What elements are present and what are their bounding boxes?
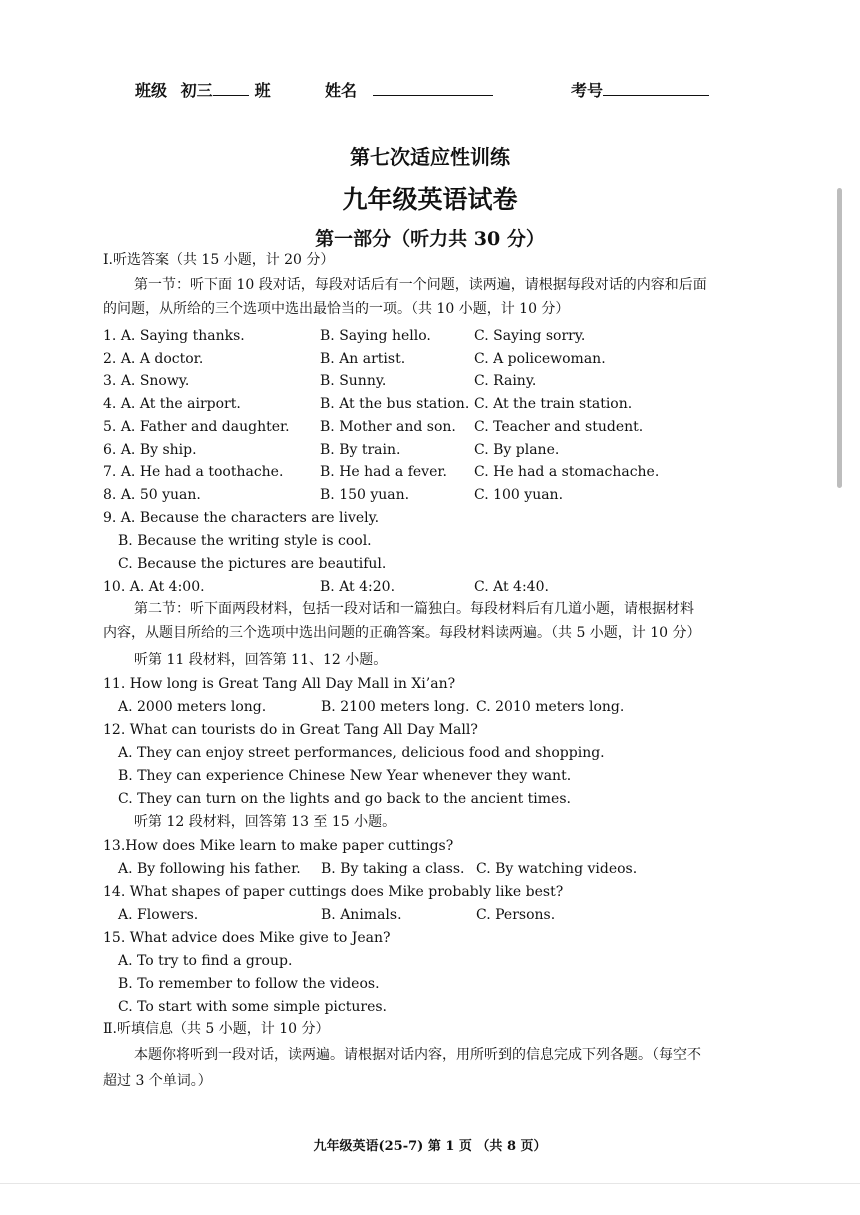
option-a	[103, 463, 283, 481]
question-number: 4.	[103, 396, 117, 412]
option-a-text: A. Snowy.	[120, 373, 190, 389]
q15-option-b: B. To remember to follow the videos.	[118, 976, 380, 992]
question-number: 8.	[103, 487, 117, 503]
option-a	[103, 486, 201, 504]
option-a	[103, 395, 241, 413]
option-b: B. At the bus station.	[320, 396, 470, 412]
option-c: C. Teacher and student.	[474, 419, 644, 435]
section-1-part2-line1: 第二节：听下面两段材料，包括一段对话和一篇独白。每段材料后有几道小题，请根据材料	[134, 601, 694, 617]
option-a-text: A. At the airport.	[120, 396, 241, 412]
option-a	[103, 418, 290, 436]
question-number: 5.	[103, 419, 117, 435]
q9-option-c: C. Because the pictures are beautiful.	[118, 556, 387, 572]
option-b: B. By train.	[320, 442, 401, 458]
question-number: 1.	[103, 328, 117, 344]
section-2-instructions-line1: 本题你将听到一段对话，读两遍。请根据对话内容，用所听到的信息完成下列各题。（每空不	[134, 1047, 701, 1063]
option-b: B. Saying hello.	[320, 328, 431, 344]
option-a-text: A. Father and daughter.	[120, 419, 290, 435]
q14-option-a: A. Flowers.	[118, 907, 199, 923]
option-b: B. Mother and son.	[320, 419, 456, 435]
question-number: 3.	[103, 373, 117, 389]
q15-option-a: A. To try to find a group.	[118, 953, 293, 969]
option-a	[103, 441, 197, 459]
class-suffix: 班	[254, 81, 271, 100]
option-a-text: A. 50 yuan.	[120, 487, 201, 503]
q10-option-a: 10. A. At 4:00.	[103, 579, 205, 595]
q12-option-b: B. They can experience Chinese New Year whenever they want.	[118, 768, 572, 784]
name-label: 姓名	[325, 81, 358, 100]
class-label: 班级	[135, 81, 168, 100]
class-blank	[213, 95, 249, 96]
class-field	[135, 78, 271, 101]
section-2-title: Ⅱ.听填信息（共 5 小题，计 10 分）	[103, 1021, 330, 1037]
q13-stem: 13.How does Mike learn to make paper cuttings?	[103, 838, 454, 854]
option-b: B. Sunny.	[320, 373, 387, 389]
exam-no-field	[571, 78, 709, 101]
q10-option-b: B. At 4:20.	[320, 579, 396, 595]
question-number: 7.	[103, 464, 117, 480]
option-c: C. A policewoman.	[474, 351, 606, 367]
section-1-instructions-line2: 的问题，从所给的三个选项中选出最恰当的一项。（共 10 小题，计 10 分）	[103, 301, 570, 317]
section-1-instructions-line1: 第一节：听下面 10 段对话，每段对话后有一个问题，读两遍，请根据每段对话的内容和后面	[134, 277, 707, 293]
q14-option-c: C. Persons.	[476, 907, 556, 923]
option-a-text: A. He had a toothache.	[120, 464, 284, 480]
q11-option-a: A. 2000 meters long.	[118, 699, 267, 715]
q9-option-a: 9. A. Because the characters are lively.	[103, 510, 380, 526]
q14-stem: 14. What shapes of paper cuttings does Mike probably like best?	[103, 884, 564, 900]
q9-option-b: B. Because the writing style is cool.	[118, 533, 372, 549]
option-a	[103, 372, 189, 390]
option-a-text: A. By ship.	[120, 442, 197, 458]
exam-no-label: 考号	[571, 81, 604, 100]
section-2-instructions-line2: 超过 3 个单词。）	[103, 1073, 212, 1089]
option-c: C. He had a stomachache.	[474, 464, 660, 480]
q12-option-c: C. They can turn on the lights and go back to the ancient times.	[118, 791, 571, 807]
q14-option-b: B. Animals.	[321, 907, 402, 923]
subtitle: 第七次适应性训练	[350, 145, 510, 169]
q15-option-c: C. To start with some simple pictures.	[118, 999, 387, 1015]
q13-option-b: B. By taking a class.	[321, 861, 465, 877]
q12-option-a: A. They can enjoy street performances, delicious food and shopping.	[118, 745, 605, 761]
option-b: B. He had a fever.	[320, 464, 447, 480]
q13-option-c: C. By watching videos.	[476, 861, 638, 877]
page-footer: 九年级英语(25-7) 第 1 页 （共 8 页）	[313, 1139, 547, 1154]
option-b: B. An artist.	[320, 351, 406, 367]
option-a	[103, 350, 203, 368]
section-1-title: Ⅰ.听选答案（共 15 小题，计 20 分）	[103, 252, 335, 268]
listen-instruction-12: 听第 12 段材料，回答第 13 至 15 小题。	[134, 814, 397, 830]
option-c: C. At the train station.	[474, 396, 633, 412]
listen-instruction-11: 听第 11 段材料，回答第 11、12 小题。	[134, 652, 388, 668]
question-number: 2.	[103, 351, 117, 367]
name-blank	[373, 95, 493, 96]
option-c: C. Saying sorry.	[474, 328, 586, 344]
q12-stem: 12. What can tourists do in Great Tang All Day Mall?	[103, 722, 478, 738]
option-a	[103, 327, 245, 345]
option-b: B. 150 yuan.	[320, 487, 410, 503]
q10-option-c: C. At 4:40.	[474, 579, 549, 595]
exam-no-blank	[603, 95, 709, 96]
section-1-part2-line2: 内容，从题目所给的三个选项中选出问题的正确答案。每段材料读两遍。（共 5 小题，计 10 分）	[103, 625, 701, 641]
q13-option-a: A. By following his father.	[118, 861, 301, 877]
divider	[0, 1183, 860, 1184]
q11-option-b: B. 2100 meters long.	[321, 699, 470, 715]
q11-stem: 11. How long is Great Tang All Day Mall in Xi’an?	[103, 676, 456, 692]
q11-option-c: C. 2010 meters long.	[476, 699, 625, 715]
option-a-text: A. A doctor.	[120, 351, 204, 367]
class-value: 初三	[180, 81, 213, 100]
scrollbar[interactable]	[837, 188, 842, 488]
question-number: 6.	[103, 442, 117, 458]
option-c: C. Rainy.	[474, 373, 537, 389]
part-title: 第一部分（听力共 30 分）	[315, 228, 545, 250]
option-c: C. 100 yuan.	[474, 487, 564, 503]
option-c: C. By plane.	[474, 442, 560, 458]
q15-stem: 15. What advice does Mike give to Jean?	[103, 930, 391, 946]
name-field	[325, 78, 493, 101]
option-a-text: A. Saying thanks.	[120, 328, 245, 344]
page-title: 九年级英语试卷	[342, 185, 518, 214]
